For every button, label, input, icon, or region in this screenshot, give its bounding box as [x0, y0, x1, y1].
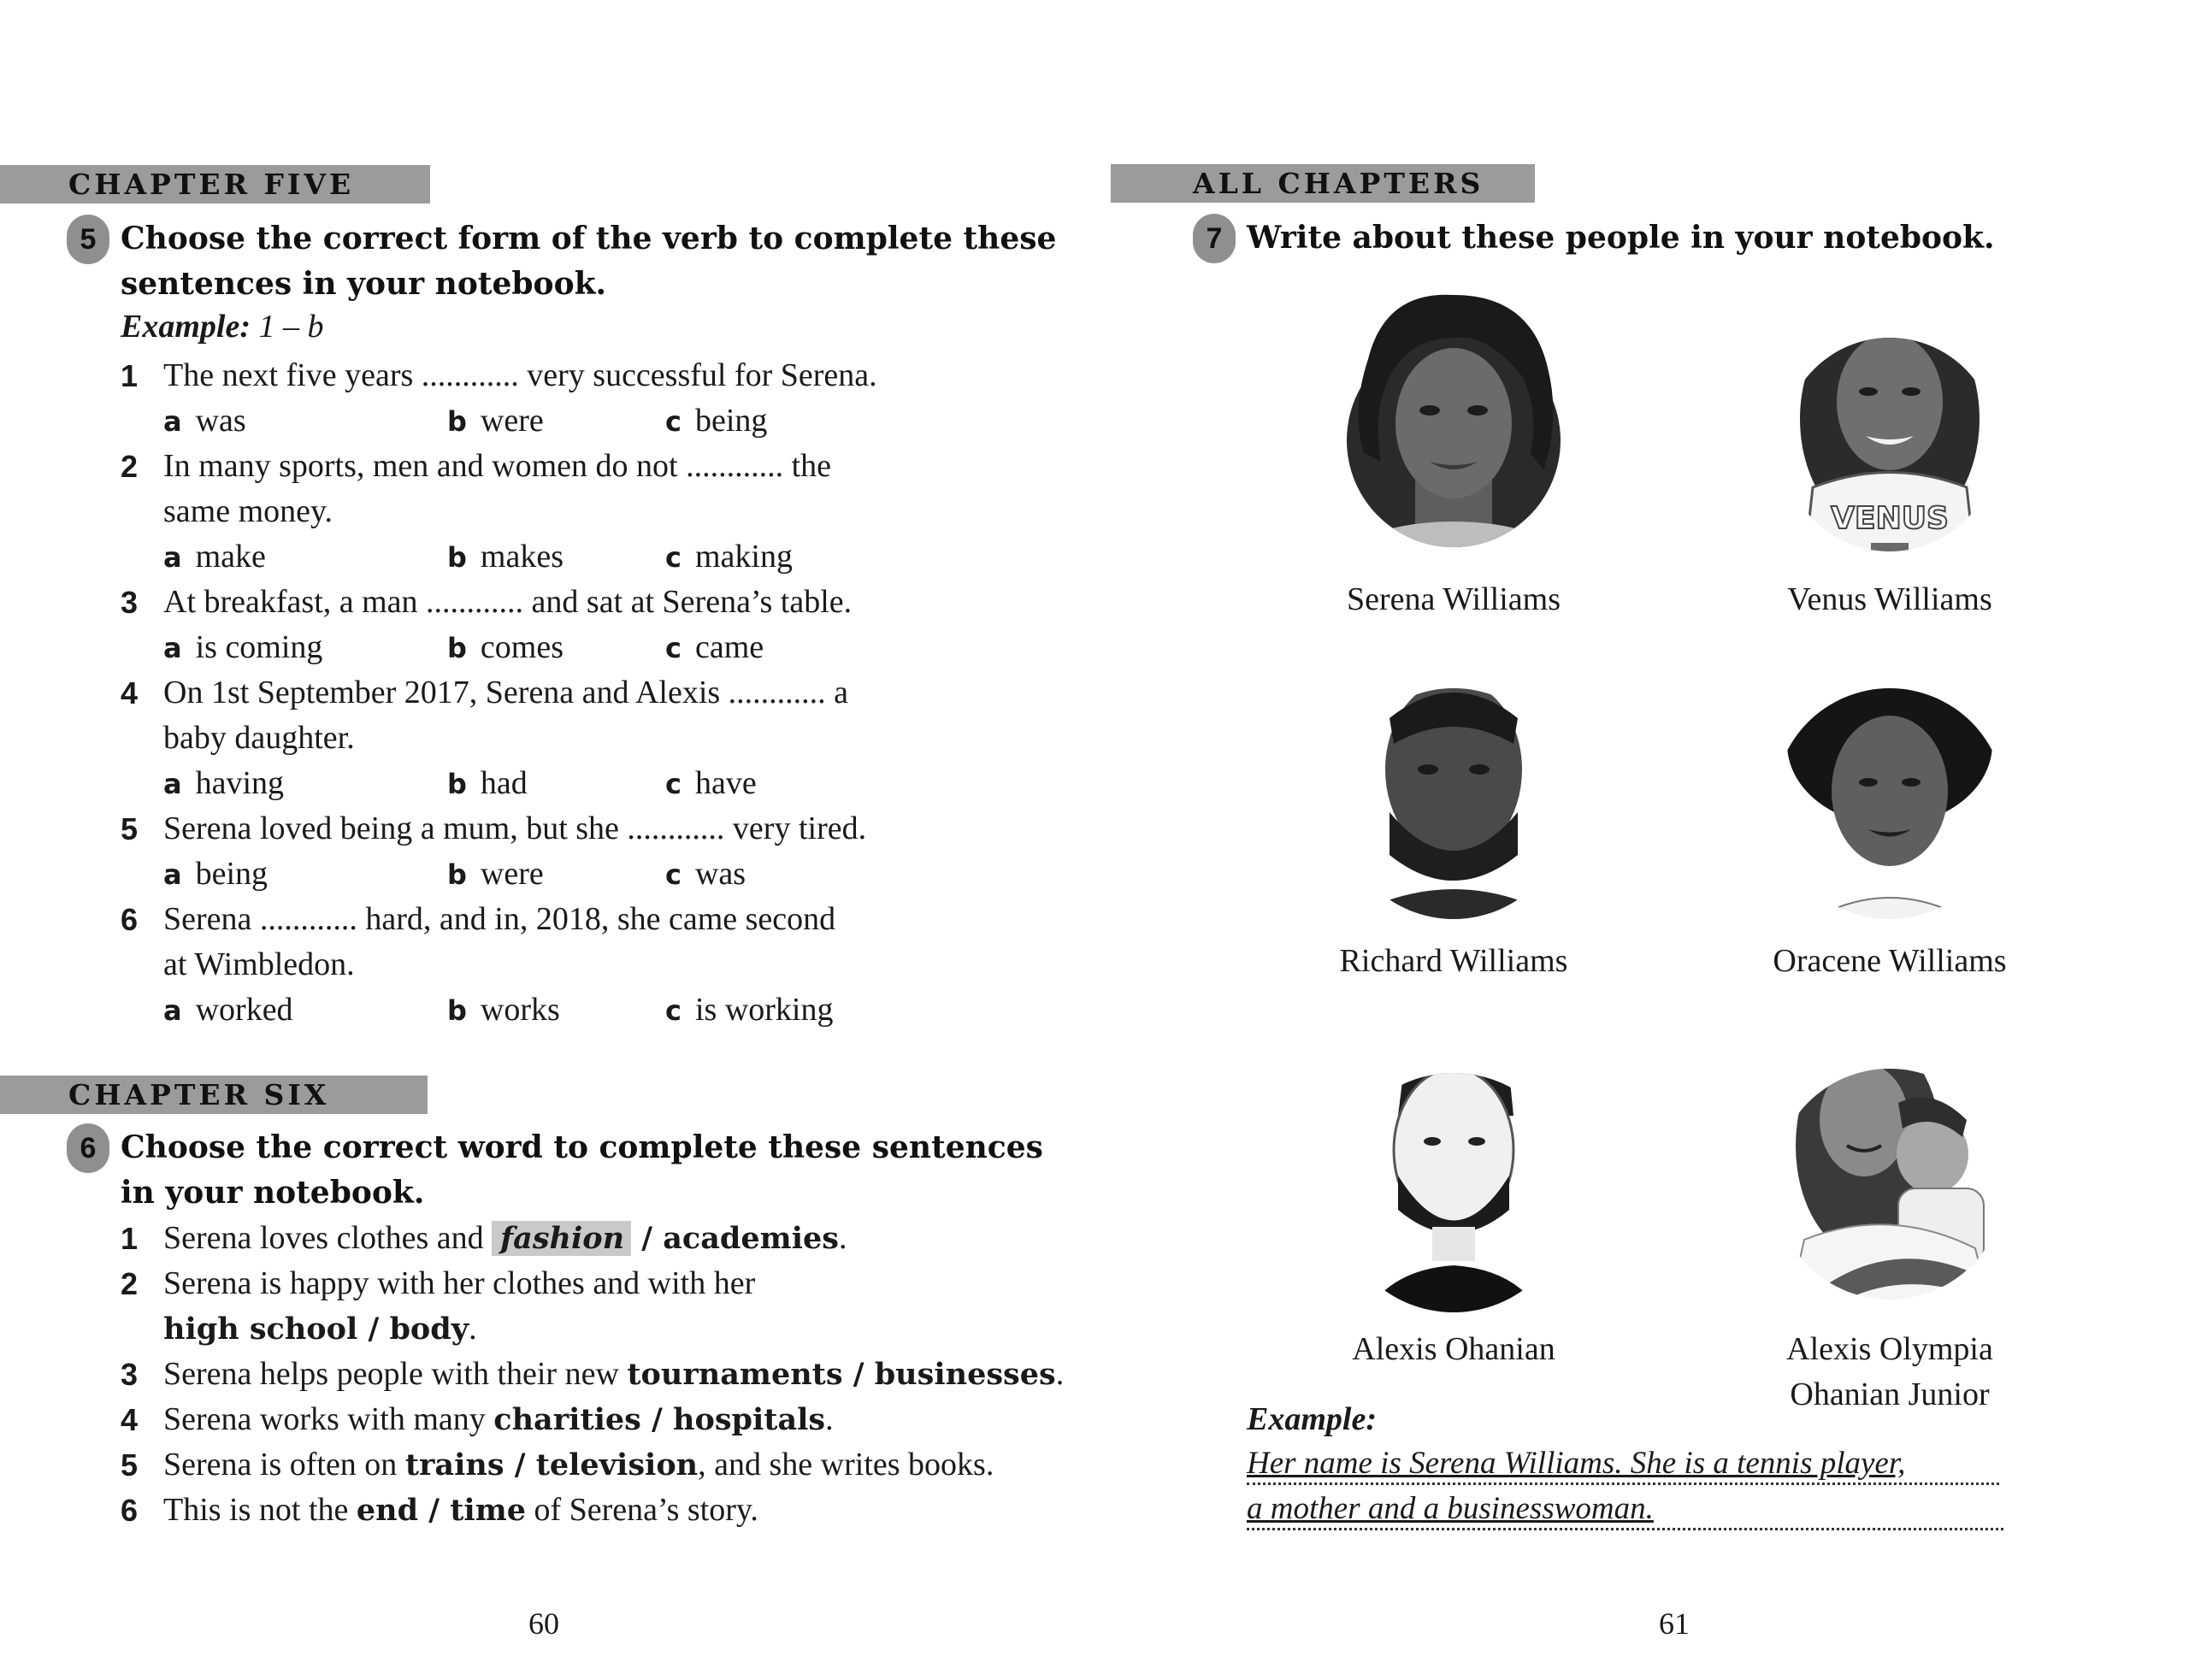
- option-a: a being: [163, 856, 268, 892]
- question-text: At breakfast, a man ............ and sat at Serena’s table.: [163, 584, 853, 620]
- item-text: This is not the end / time of Serena’s story.: [163, 1492, 758, 1528]
- chapter-six-header: CHAPTER SIX: [0, 1076, 428, 1114]
- task-7-example-label: Example:: [1247, 1401, 1377, 1437]
- alexis-olympia-portrait: [1779, 1026, 2001, 1317]
- venus-williams-portrait: [1770, 291, 2009, 564]
- question-text-continued: same money.: [163, 493, 333, 529]
- option-a: a having: [163, 765, 285, 801]
- question-text-continued: baby daughter.: [163, 720, 355, 756]
- caption-alexis-olympia-line1: Alexis Olympia: [1786, 1331, 1993, 1367]
- item-text: Serena is happy with her clothes and with her: [163, 1265, 756, 1301]
- caption-alexis-ohanian: Alexis Ohanian: [1352, 1331, 1555, 1367]
- task-6-title-line2: in your notebook.: [121, 1175, 425, 1211]
- page-number: 60: [528, 1606, 559, 1641]
- option-b: b makes: [447, 539, 563, 575]
- option-c: c was: [665, 856, 746, 892]
- right-page: [1094, 0, 2189, 1680]
- task-7-title: Write about these people in your notebook.: [1247, 220, 1995, 256]
- option-c: c being: [665, 403, 768, 439]
- option-b: b had: [447, 765, 528, 801]
- task-5-title-line1: Choose the correct form of the verb to complete these: [121, 221, 1057, 256]
- option-c: c have: [665, 765, 757, 801]
- task-number-5: 5: [67, 215, 109, 264]
- question-text-continued: at Wimbledon.: [163, 946, 355, 982]
- all-chapters-header: ALL CHAPTERS: [1111, 164, 1535, 203]
- question-number: 6: [121, 902, 139, 937]
- question-number: 4: [121, 675, 139, 710]
- task-5-title-line2: sentences in your notebook.: [121, 266, 607, 302]
- question-number: 5: [121, 811, 139, 846]
- option-c: c making: [665, 539, 793, 575]
- option-a: a worked: [163, 992, 293, 1028]
- option-c: c came: [665, 629, 764, 665]
- richard-williams-portrait: [1338, 658, 1569, 932]
- caption-richard-williams: Richard Williams: [1339, 943, 1568, 979]
- question-text: In many sports, men and women do not ............ the: [163, 448, 832, 484]
- oracene-williams-portrait: [1779, 663, 2001, 932]
- item-text: Serena works with many charities / hospitals.: [163, 1401, 834, 1437]
- question-number: 3: [121, 585, 139, 620]
- item-text-continued: high school / body.: [163, 1311, 477, 1347]
- shirt-text: VENUS: [1831, 501, 1949, 536]
- option-a: a make: [163, 539, 266, 575]
- task-6-title-line1: Choose the correct word to complete these sentences: [121, 1129, 1043, 1165]
- item-text: Serena loves clothes and fashion / academies.: [163, 1220, 847, 1256]
- item-number: 4: [121, 1402, 139, 1437]
- example-answer-line2: a mother and a businesswoman.: [1247, 1490, 2003, 1530]
- alexis-ohanian-portrait: [1338, 1022, 1569, 1317]
- option-b: b were: [447, 856, 544, 892]
- question-number: 1: [121, 358, 139, 393]
- task-number-7: 7: [1193, 214, 1236, 263]
- question-text: On 1st September 2017, Serena and Alexis ............ a: [163, 675, 849, 710]
- task-number-6: 6: [67, 1123, 109, 1173]
- option-a: a was: [163, 403, 246, 439]
- task-5-example: [121, 308, 323, 345]
- option-b: b were: [447, 403, 544, 439]
- page-number: 61: [1659, 1606, 1690, 1641]
- left-page: [0, 0, 1094, 1680]
- caption-oracene-williams: Oracene Williams: [1773, 943, 2007, 979]
- example-label: Example:: [121, 309, 251, 345]
- caption-alexis-olympia-line2: Ohanian Junior: [1790, 1376, 1990, 1412]
- option-b: b works: [447, 992, 560, 1028]
- serena-williams-portrait: [1334, 282, 1573, 564]
- item-text: Serena is often on trains / television, and she writes books.: [163, 1447, 994, 1483]
- question-text: The next five years ............ very successful for Serena.: [163, 357, 877, 393]
- option-a: a is coming: [163, 629, 323, 665]
- question-text: Serena loved being a mum, but she ............ very tired.: [163, 811, 867, 846]
- option-c: c is working: [665, 992, 834, 1028]
- question-text: Serena ............ hard, and in, 2018, she came second: [163, 901, 836, 937]
- option-b: b comes: [447, 629, 563, 665]
- caption-serena-williams: Serena Williams: [1347, 581, 1561, 617]
- item-number: 2: [121, 1266, 139, 1301]
- item-number: 6: [121, 1493, 139, 1528]
- item-number: 5: [121, 1447, 139, 1483]
- example-answer-line1: Her name is Serena Williams. She is a tennis player,: [1247, 1445, 1999, 1485]
- item-text: Serena helps people with their new tournaments / businesses.: [163, 1356, 1065, 1392]
- item-number: 3: [121, 1357, 139, 1392]
- example-value: 1 – b: [258, 309, 324, 345]
- highlighted-answer: fashion: [492, 1221, 631, 1256]
- question-number: 2: [121, 449, 139, 484]
- chapter-five-header: CHAPTER FIVE: [0, 165, 430, 203]
- caption-venus-williams: Venus Williams: [1787, 581, 1992, 617]
- item-number: 1: [121, 1221, 139, 1256]
